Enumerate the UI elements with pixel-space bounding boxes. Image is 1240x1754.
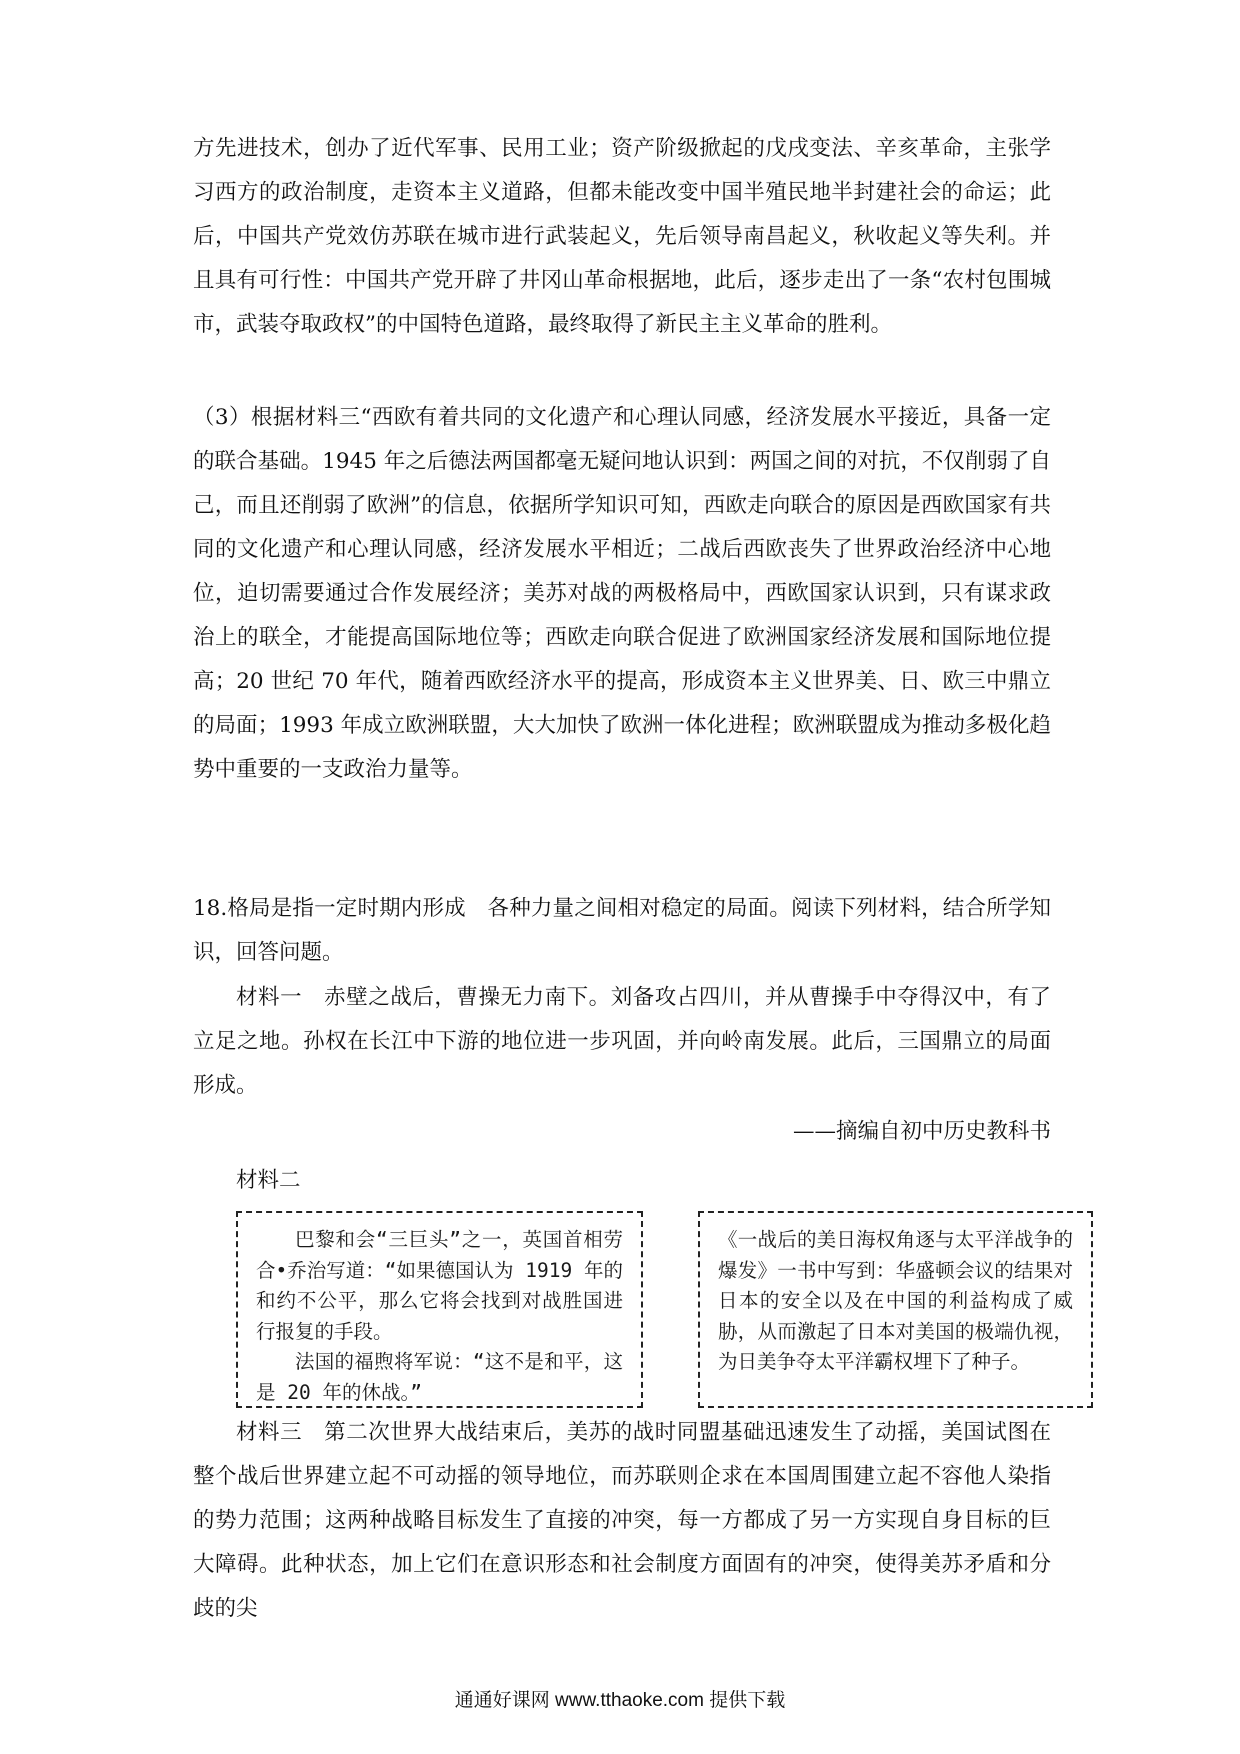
material-2-left-box <box>236 1211 643 1408</box>
answer-3-paragraph: （3）根据材料三“西欧有着共同的文化遗产和心理认同感，经济发展水平接近，具备一定的联合基础。1945 年之后德法两国都毫无疑问地认识到：两国之间的对抗，不仅削弱了自己，而且还削弱了欧洲”的信息，依据所学知识可知，西欧走向联合的原因是西欧国家有共同的文化遗产和心理认同感，经济发展水平相近；二战后西欧丧失了世界政治经济中心地位，迫切需要通过合作发展经济；美苏对战的两极格局中，西欧国家认识到，只有谋求政治上的联全，才能提高国际地位等；西欧走向联合促进了欧洲国家经济发展和国际地位提高；20 世纪 70 年代，随着西欧经济水平的提高，形成资本主义世界美、日、欧三中鼎立的局面；1993 年成立欧洲联盟，大大加快了欧洲一体化进程；欧洲联盟成为推动多极化趋势中重要的一支政治力量等。 <box>193 405 1051 782</box>
material-2-label: 材料二 <box>236 1168 301 1193</box>
question-18-stem: 18.格局是指一定时期内形成 各种力量之间相对稳定的局面。阅读下列材料，结合所学知识，回答问题。 <box>193 896 1051 965</box>
material-2-right-box <box>698 1211 1093 1408</box>
answer-2-continuation: 方先进技术，创办了近代军事、民用工业；资产阶级掀起的戊戌变法、辛亥革命，主张学习西方的政治制度，走资本主义道路，但都未能改变中国半殖民地半封建社会的命运；此后，中国共产党效仿苏联在城市进行武装起义，先后领导南昌起义，秋收起义等失利。并且具有可行性：中国共产党开辟了井冈山革命根据地，此后，逐步走出了一条“农村包围城市，武装夺取政权”的中国特色道路，最终取得了新民主主义革命的胜利。 <box>193 136 1051 337</box>
box-right-paragraph: 《一战后的美日海权角逐与太平洋战争的爆发》一书中写到：华盛顿会议的结果对日本的安全以及在中国的利益构成了威胁，从而激起了日本对美国的极端仇视，为日美争夺太平洋霸权埋下了种子。 <box>718 1228 1073 1373</box>
material-3-text: 材料三 第二次世界大战结束后，美苏的战时同盟基础迅速发生了动摇，美国试图在整个战后世界建立起不可动摇的领导地位，而苏联则企求在本国周围建立起不容他人染指的势力范围；这两种战略目标发生了直接的冲突，每一方都成了另一方实现自身目标的巨大障碍。此种状态，加上它们在意识形态和社会制度方面固有的冲突，使得美苏矛盾和分歧的尖 <box>193 1420 1051 1621</box>
material-1-text: 材料一 赤壁之战后，曹操无力南下。刘备攻占四川，并从曹操手中夺得汉中，有了立足之地。孙权在长江中下游的地位进一步巩固，并向岭南发展。此后，三国鼎立的局面形成。 <box>193 985 1051 1098</box>
material-1-source: ——摘编自初中历史教科书 <box>792 1119 1051 1144</box>
box-left-paragraph-2: 法国的福煦将军说：“这不是和平，这是 20 年的休战。” <box>256 1350 623 1404</box>
page-footer: 通通好课网 www.tthaoke.com 提供下载 <box>454 1690 786 1711</box>
box-left-paragraph-1: 巴黎和会“三巨头”之一，英国首相劳合•乔治写道：“如果德国认为 1919 年的和约不公平，那么它将会找到对战胜国进行报复的手段。 <box>256 1228 623 1343</box>
